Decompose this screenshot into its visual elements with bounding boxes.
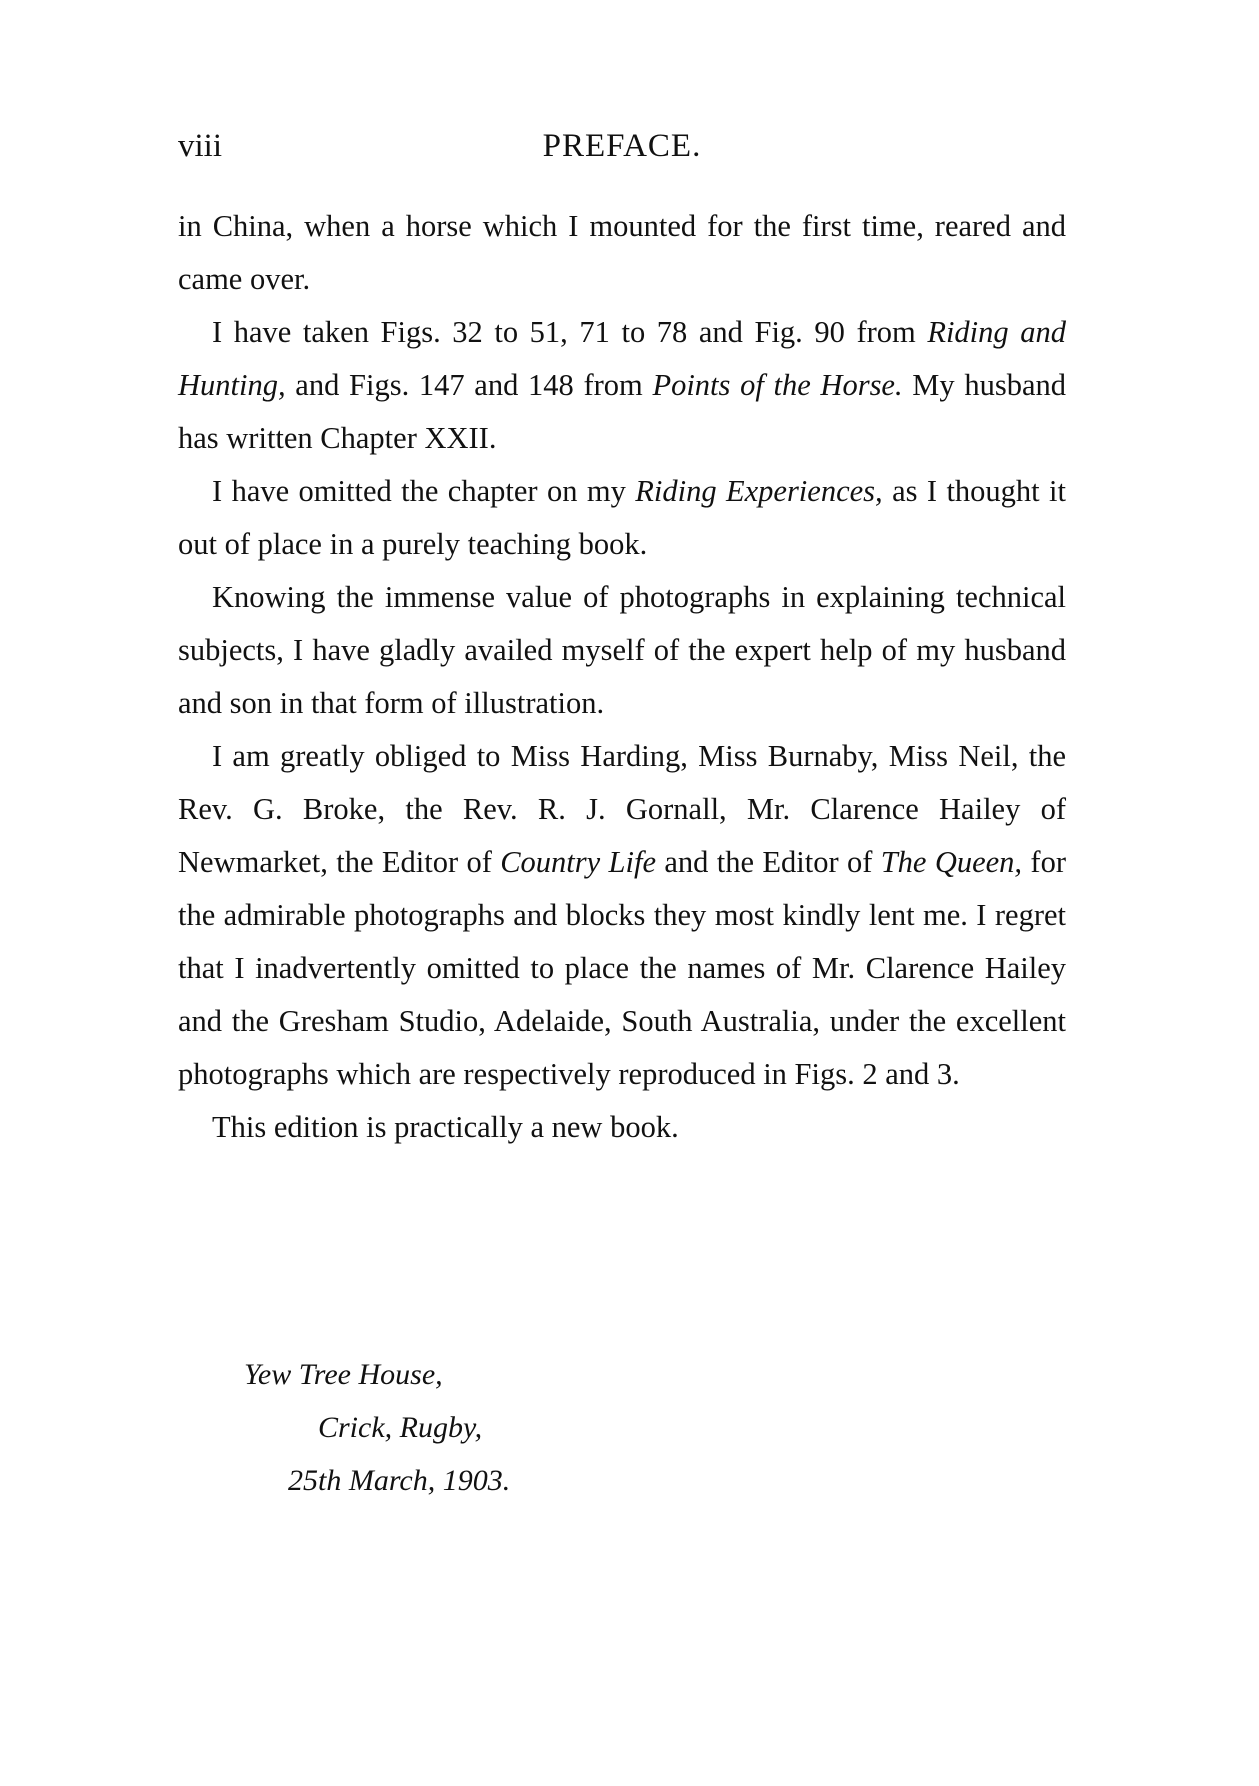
text-run: I am greatly obliged to Miss Harding, Miss Burnaby, Miss Neil, the Rev. G. Broke, the Rev. R. J. Gornall, Mr. Clarence Hailey of Newmarket, the Editor of	[178, 739, 1066, 879]
running-head	[178, 128, 1066, 178]
italic-title: The Queen,	[880, 845, 1023, 879]
text-run: and Figs. 147 and 148 from	[285, 368, 653, 402]
text-run: My husband has written Chapter XXII.	[178, 368, 1067, 455]
text-run: and the Editor of	[656, 845, 881, 879]
text-run: for the admirable photographs and blocks they most kindly lent me. I regret that I inadvertently omitted to place the names of Mr. Clarence Hailey and the Gresham Studio, Adelaide, South Australia, under the excellent photographs which are respectively reproduced in Figs. 2 and 3.	[178, 845, 1066, 1091]
signoff-place: Crick, Rugby,	[318, 1411, 483, 1444]
paragraph	[178, 571, 1066, 730]
text-run: This edition is practically a new book.	[212, 1110, 679, 1144]
paragraph	[178, 306, 1066, 465]
paragraph	[178, 730, 1066, 1101]
text-run: I have omitted the chapter on my	[212, 474, 636, 508]
signoff-house: Yew Tree House,	[244, 1358, 443, 1391]
text-run: as I thought it out of place in a purely teaching book.	[178, 474, 1066, 561]
italic-title: Points of the Horse.	[652, 368, 903, 402]
signoff-address	[178, 1348, 878, 1507]
paragraph	[178, 1101, 1066, 1154]
paragraph	[178, 200, 1066, 306]
paragraph	[178, 465, 1066, 571]
page-number: viii	[178, 128, 223, 164]
text-run: I have taken Figs. 32 to 51, 71 to 78 and Fig. 90 from	[212, 315, 928, 349]
italic-title: Riding and Hunting,	[178, 315, 1066, 402]
italic-title: Country Life	[500, 845, 656, 879]
page-title: PREFACE.	[542, 128, 702, 164]
italic-title: Riding Experiences,	[635, 474, 883, 508]
signoff-date: 25th March, 1903.	[288, 1464, 511, 1497]
text-run: in China, when a horse which I mounted for the first time, reared and came over.	[178, 209, 1066, 296]
preface-body	[178, 200, 1066, 1154]
text-run: Knowing the immense value of photographs in explaining technical subjects, I have gladly availed myself of the expert help of my husband and son in that form of illustration.	[178, 580, 1066, 720]
